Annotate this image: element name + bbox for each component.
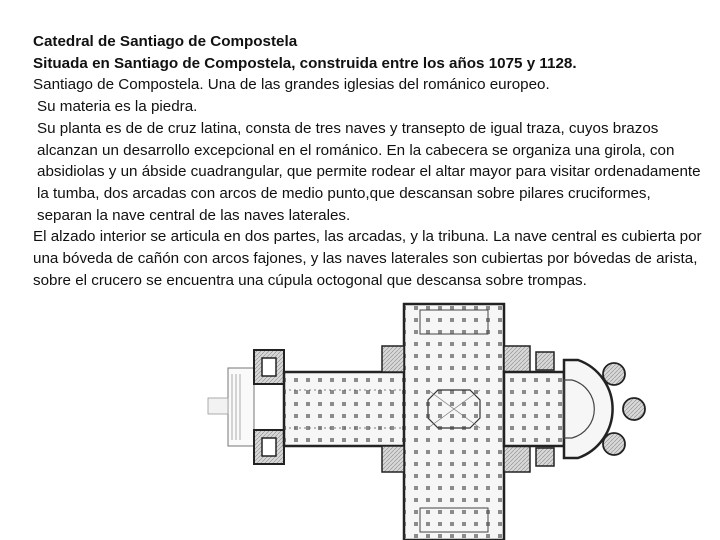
paragraph-material: Su materia es la piedra. xyxy=(37,98,198,116)
document-title: Catedral de Santiago de Compostela xyxy=(33,33,298,50)
west-towers xyxy=(254,350,284,464)
document-subtitle: Situada en Santiago de Compostela, construida entre los años 1075 y 1128. xyxy=(33,54,577,72)
west-porch xyxy=(208,368,254,446)
paragraph-plan: Su planta es de de cruz latina, consta de tres naves y transepto de igual traza, cuyos brazos alcanzan un desarrollo excepcional en el románico. En la cabecera se organiza una girola, con absidiolas y un ábside cuadrangular, que permite rodear el altar mayor para visitar ordenadamente la tumba, dos arcadas con arcos de medio punto,que descansan sobre pilares cruciformes, separan la nave central de las naves laterales. xyxy=(37,119,701,224)
paragraph-elevation: El alzado interior se articula en dos partes, las arcadas, y la tribuna. La nave central es cubierta por una bóveda de cañón con arcos fajones, y las naves laterales son cubiertas por bóvedas de arista, sobre el crucero se encuentra una cúpula octogonal que descansa sobre trompas. xyxy=(33,228,702,289)
paragraph-intro: Santiago de Compostela. Una de las grandes iglesias del románico europeo. xyxy=(33,76,550,94)
choir xyxy=(504,372,564,446)
document-text xyxy=(33,31,709,291)
cathedral-floor-plan-icon xyxy=(206,290,720,540)
